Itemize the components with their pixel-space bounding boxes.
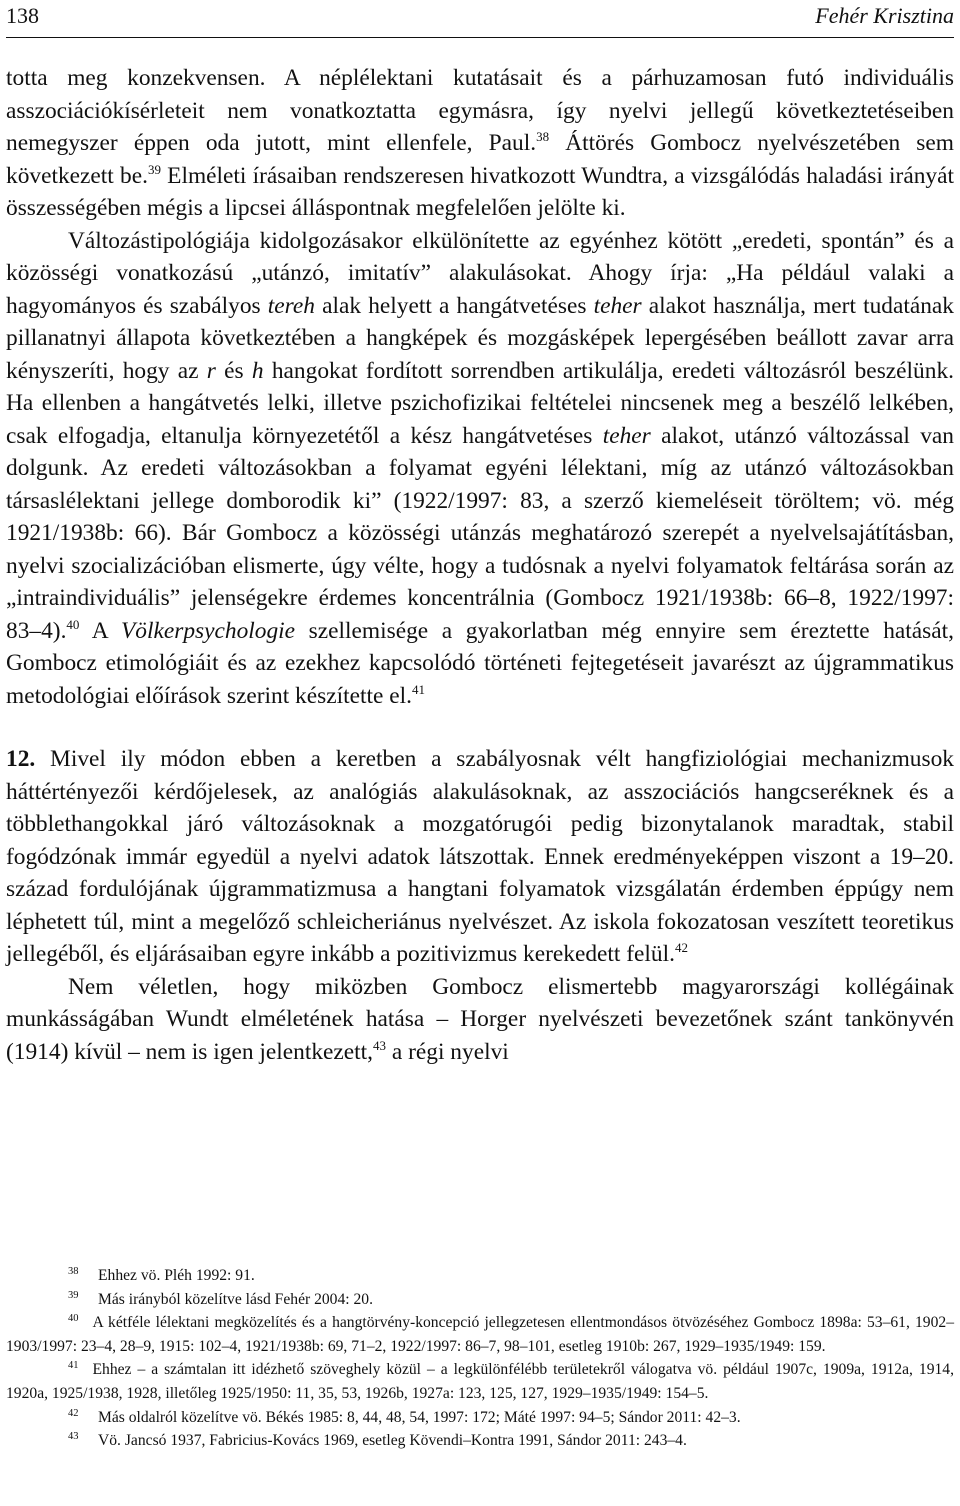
- paragraph-4: Nem véletlen, hogy miközben Gombocz elismertebb magyarországi kollégáinak munkásságában Wundt elméletének hatása – Horger nyelvészeti bevezetőnek szánt tankönyvén (1914) kívül – nem is igen jelentkezett,$^{43}$ a régi nyelvi: [6, 973, 954, 1065]
- footnote-43: 43 Vö. Jancsó 1937, Fabricius-Kovács 1969, esetleg Kövendi–Kontra 1991, Sándor 2011: 243–4.: [68, 1431, 687, 1450]
- footnote-39: 39 Más irányból közelítve lásd Fehér 2004: 20.: [68, 1289, 373, 1308]
- footnotes: [6, 1264, 954, 1453]
- footnote-ref-43[interactable]: 43: [373, 1037, 387, 1053]
- footnote-42: 42 Más oldalról közelítve vö. Békés 1985: 8, 44, 48, 54, 1997: 172; Máté 1997: 94–5; Sándor 2011: 42–3.: [68, 1407, 741, 1426]
- footnote-ref-38[interactable]: 38: [536, 129, 550, 144]
- footnote-ref-39[interactable]: 39: [147, 161, 161, 177]
- paragraph-1: totta meg konzekvensen. A néplélektani kutatásait és a párhuzamosan futó individuális asszociációkísérleteit nem vonatkoztatta egymásra, így nyelvi jellegű következtetéseiben nemegyszer éppen oda jutott, mint ellenfele, Paul.$^{38}$ Áttörés Gombocz nyelvészetében sem következett be.$^{39}$ Elméleti írásaiban rendszeresen hivatkozott Wundtra, a vizsgálódás haladási irányát összességében mégis a lipcsei álláspontnak megfelelően jelölte ki.: [6, 65, 954, 221]
- running-head-author: Fehér Krisztina: [815, 3, 954, 28]
- footnote-ref-42[interactable]: 42: [674, 940, 688, 955]
- footnote-41: $^{41}$ Ehhez – a számtalan itt idézhető szöveghely közül – a legkülönfélébb területekről válogatva vö. például 1907c, 1909a, 1912a, 1914, 1920a, 1925/1938, 1928, illetőleg 1925/1950: 11, 35, 53, 1926b, 1927a: 123, 125, 127, 1929–1935/1949: 154–5.: [6, 1360, 954, 1402]
- paragraph-2: Változástipológiája kidolgozásakor elkülönítette az egyénhez kötött „eredeti, spontán” és a közösségi vonatkozású „utánzó, imitatív” alakulásokat. Ahogy írja: „Ha például valaki a hagyományos és szabályos tereh alak helyett a hangátvetéses teher alakot használja, mert tudatának pillanatnyi állapota következtében a hangképek és mozgásképek lepergésében beállott zavar arra kényszeríti, hogy az r és h hangokat fordított sorrendben artikulálja, eredeti változásról beszélünk. Ha ellenben a hangátvetés lelki, illetve pszichofizikai feltételei nincsenek meg a beszélő lelkében, csak elfogadja, eltanulja környezetétől a kész hangátvetéses teher alakot, utánzó változással van dolgunk. Az eredeti változásokban a folyamat egyéni lélektani, míg az utánzó változásokban társaslélektani jellege domborodik ki” (1922/1997: 83, a szerző kiemeléseit töröltem; vö. még 1921/1938b: 66). Bár Gombocz a közösségi utánzás meghatározó szerepét a nyelvelsajátításban, nyelvi szocializációban elismerte, úgy vélte, hogy a tudósnak a nyelvi folyamatok feltárása során az „intraindividuális” jelenségekre érdemes koncentrálnia (Gombocz 1921/1938b: 66–8, 1922/1997: 83–4).$^{40}$ A Völkerpsychologie szellemisége a gyakorlatban még ennyire sem éreztette hatását, Gombocz etimológiáit és az ezekhez kapcsolódó történeti fejtegetéseit javarészt az újgrammatikus metodológiai előírások szerint készítette el.$^{41}$: [6, 227, 955, 709]
- footnote-38: 38 Ehhez vö. Pléh 1992: 91.: [68, 1266, 255, 1284]
- page-number: 138: [6, 3, 39, 28]
- footnote-40: $^{40}$ A kétféle lélektani megközelítés és a hangtörvény-koncepció jellegzetesen ellentmondásos ötvözéséhez Gombocz 1898a: 53–61, 1902–1903/1997: 23–4, 28–9, 1915: 102–4, 1921/1938b: 69, 71–2, 1922/1997: 86–7, 98–101, esetleg 1910b: 267, 1929–1935/1949: 159.: [6, 1313, 954, 1355]
- paragraph-section-12: 12. Mivel ily módon ebben a keretben a szabályosnak vélt hangfiziológiai mechanizmusok háttértényezői kérdőjelesek, az analógiás alakulásoknak, az asszociációs hangcseréknek és a többlethangokkal járó változásoknak a mozgatórugói pedig bizonytalanok maradtak, stabil fogódzónak immár egyedül a nyelvi adatok látszottak. Ennek eredményeképpen viszont a 19–20. század fordulójának újgrammatizmusa a hangtani folyamatok vizsgálatán érdemben éppúgy nem léphetett túl, mint a megelőző schleicheriánus nyelvészet. Az iskola fokozatosan veszített teoretikus jellegéből, és eljárásaiban egyre inkább a pozitivizmus kerekedett felül.$^{42}$: [6, 746, 954, 967]
- running-header: [6, 0, 954, 40]
- main-text: [6, 62, 954, 1068]
- footnote-ref-40[interactable]: 40: [66, 616, 80, 632]
- footnote-ref-41[interactable]: 41: [411, 681, 425, 697]
- section-number: 12.: [6, 746, 36, 772]
- header-rule: [6, 37, 954, 38]
